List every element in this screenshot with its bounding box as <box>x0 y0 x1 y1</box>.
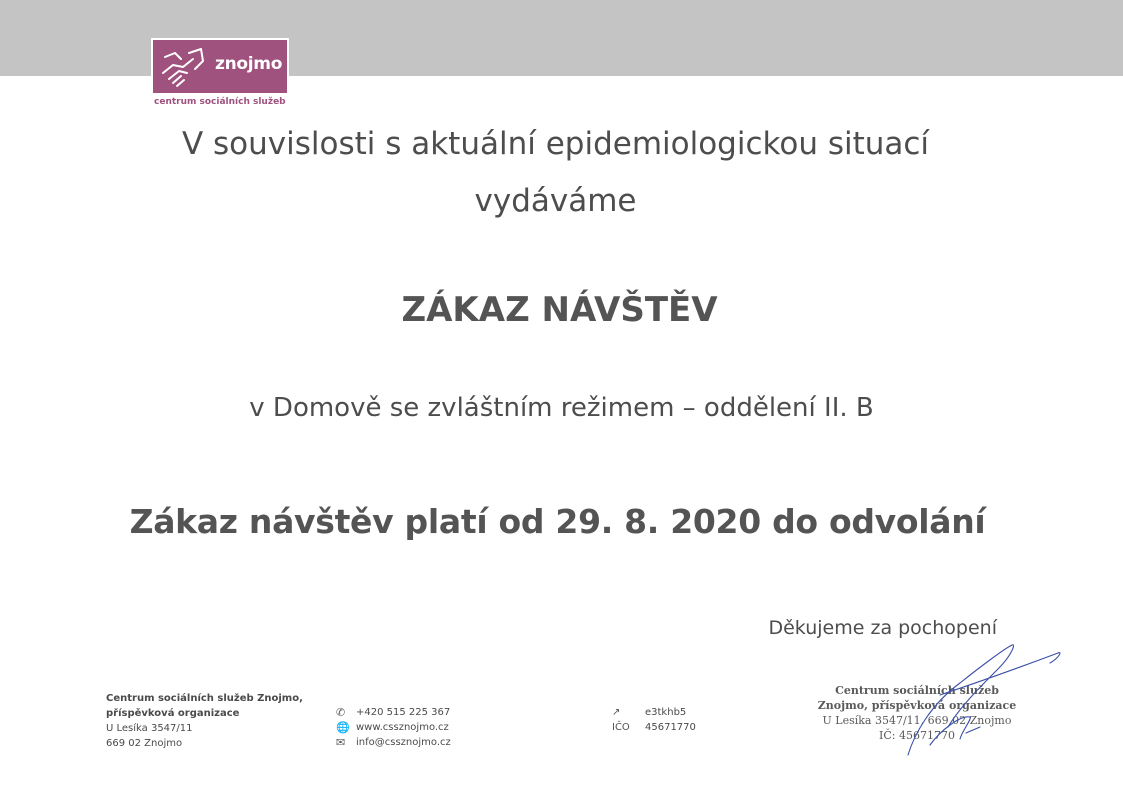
phone-icon: ✆ <box>336 706 346 719</box>
address-line-2: 669 02 Znojmo <box>106 738 183 749</box>
stamp-line-1: Centrum sociálních služeb <box>835 684 999 697</box>
notice-location: v Domově se zvláštním režimem – oddělení II. B <box>249 393 874 423</box>
logo-box <box>151 38 289 95</box>
ico-row <box>612 720 696 735</box>
email-row <box>336 735 451 750</box>
address-line-1: U Lesíka 3547/11 <box>106 723 193 734</box>
stamp-line-2: Znojmo, příspěvková organizace <box>817 699 1017 712</box>
ico-label: IČO <box>612 722 630 733</box>
web-row <box>336 720 451 735</box>
intro-line-2: vydáváme <box>474 183 637 219</box>
data-box-row <box>612 705 696 720</box>
ico-number: 45671770 <box>645 722 696 733</box>
email-link[interactable]: info@cssznojmo.cz <box>356 737 451 748</box>
data-box-id: e3tkhb5 <box>645 707 687 718</box>
org-name-line-1: Centrum sociálních služeb Znojmo, <box>106 693 303 704</box>
footer-organization <box>106 691 303 751</box>
thanks-text: Děkujeme za pochopení <box>768 617 997 639</box>
handshake-icon <box>159 43 207 91</box>
web-link[interactable]: www.cssznojmo.cz <box>356 722 449 733</box>
phone-row <box>336 705 451 720</box>
data-box-icon: ↗ <box>612 707 621 718</box>
globe-icon: 🌐 <box>336 721 350 734</box>
footer-contact <box>336 705 451 750</box>
logo-name: znojmo <box>215 54 283 74</box>
organization-logo <box>151 38 292 107</box>
handwritten-signature <box>900 635 1070 765</box>
intro-line-1: V souvislosti s aktuální epidemiologickou situací <box>181 126 930 162</box>
stamp-line-4: IČ: 45671770 <box>879 729 955 742</box>
phone-number: +420 515 225 367 <box>356 707 451 718</box>
notice-validity: Zákaz návštěv platí od 29. 8. 2020 do odvolání <box>129 502 986 541</box>
logo-caption: centrum sociálních služeb <box>154 97 286 107</box>
notice-headline: ZÁKAZ NÁVŠTĚV <box>401 290 718 330</box>
stamp-line-3: U Lesíka 3547/11, 669 02 Znojmo <box>822 714 1012 727</box>
footer-identifiers <box>612 705 696 735</box>
mail-icon: ✉ <box>336 736 346 749</box>
org-name-line-2: příspěvková organizace <box>106 708 240 719</box>
